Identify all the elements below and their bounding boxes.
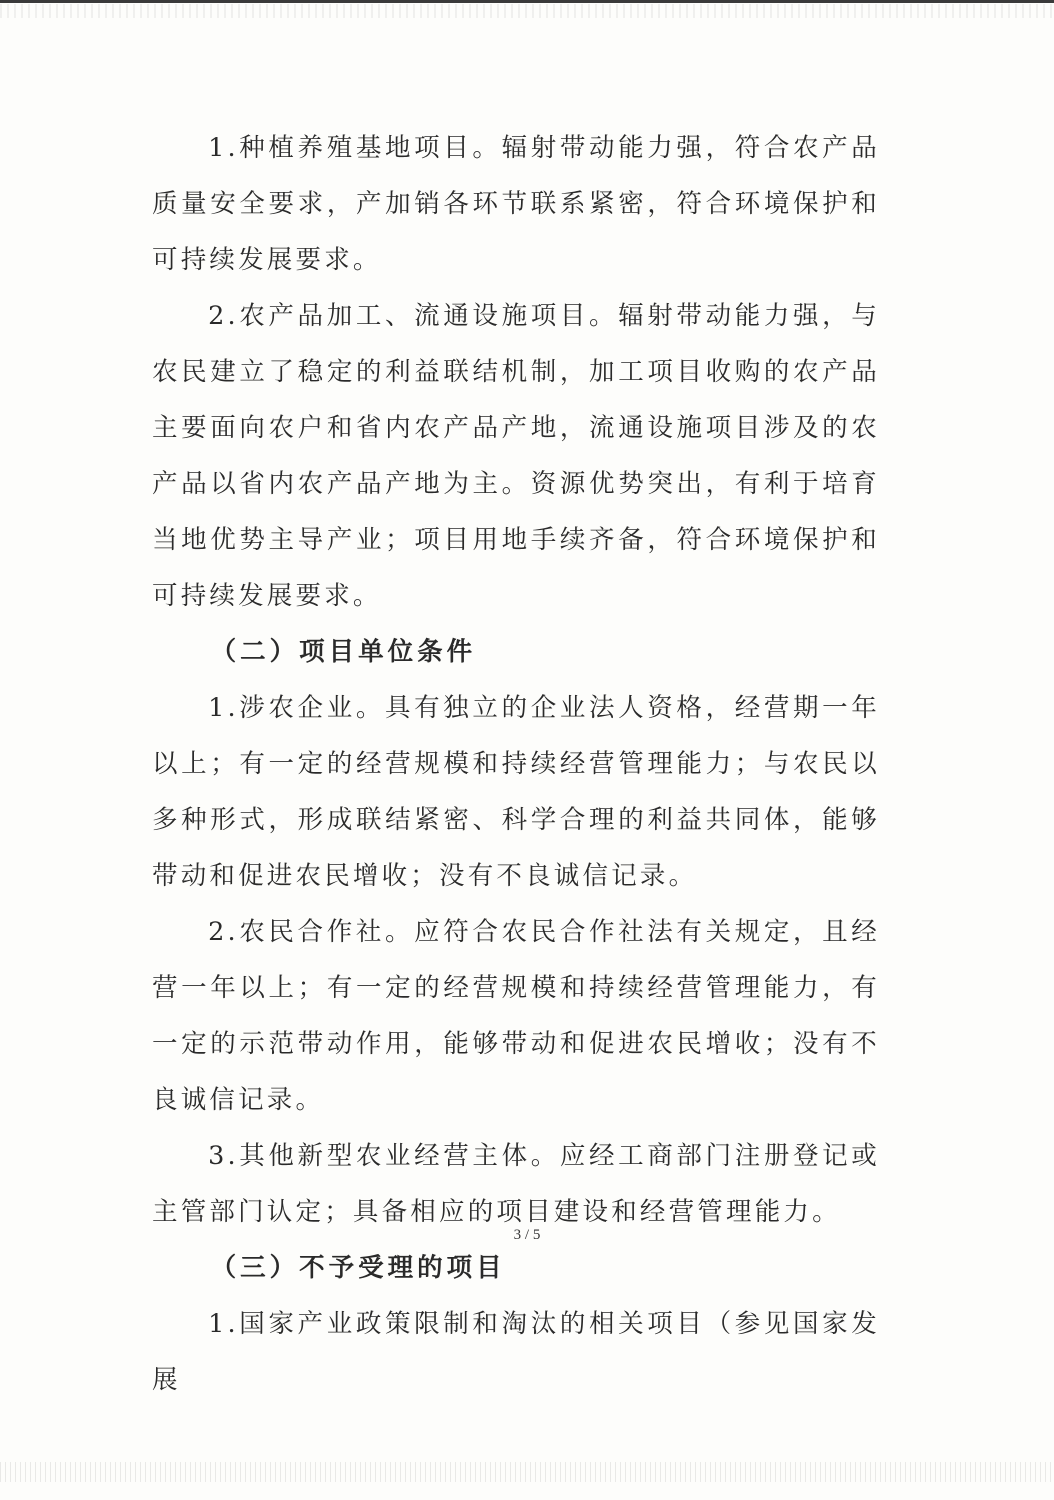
paragraph-item-3-1: 1.国家产业政策限制和淘汰的相关项目（参见国家发展 (152, 1309, 880, 1395)
paragraph-item-2-1: 1.涉农企业。具有独立的企业法人资格，经营期一年以上；有一定的经营规模和持续经营管理能力；与农民以多种形式，形成联结紧密、科学合理的利益共同体，能够带动和促进农民增收；没有不良诚信记录。 (152, 693, 880, 891)
scan-noise-bottom (0, 1462, 1054, 1482)
document-body (152, 120, 880, 1408)
page-number: 3 / 5 (513, 1227, 541, 1243)
paragraph-item-1-1: 1.种植养殖基地项目。辐射带动能力强，符合农产品质量安全要求，产加销各环节联系紧密，符合环境保护和可持续发展要求。 (152, 133, 880, 275)
paragraph-item-1-2: 2.农产品加工、流通设施项目。辐射带动能力强，与农民建立了稳定的利益联结机制，加工项目收购的农产品主要面向农户和省内农产品产地，流通设施项目涉及的农产品以省内农产品产地为主。资源优势突出，有利于培育当地优势主导产业；项目用地手续齐备，符合环境保护和可持续发展要求。 (152, 301, 880, 611)
section-heading-project-unit-conditions: （二）项目单位条件 (210, 637, 477, 667)
scan-noise-top (0, 4, 1054, 18)
scan-top-edge (0, 0, 1054, 3)
paragraph-item-2-3: 3.其他新型农业经营主体。应经工商部门注册登记或主管部门认定；具备相应的项目建设和经营管理能力。 (152, 1141, 880, 1227)
section-heading-rejected-projects: （三）不予受理的项目 (210, 1253, 506, 1283)
paragraph-item-2-2: 2.农民合作社。应符合农民合作社法有关规定，且经营一年以上；有一定的经营规模和持续经营管理能力，有一定的示范带动作用，能够带动和促进农民增收；没有不良诚信记录。 (152, 917, 880, 1115)
